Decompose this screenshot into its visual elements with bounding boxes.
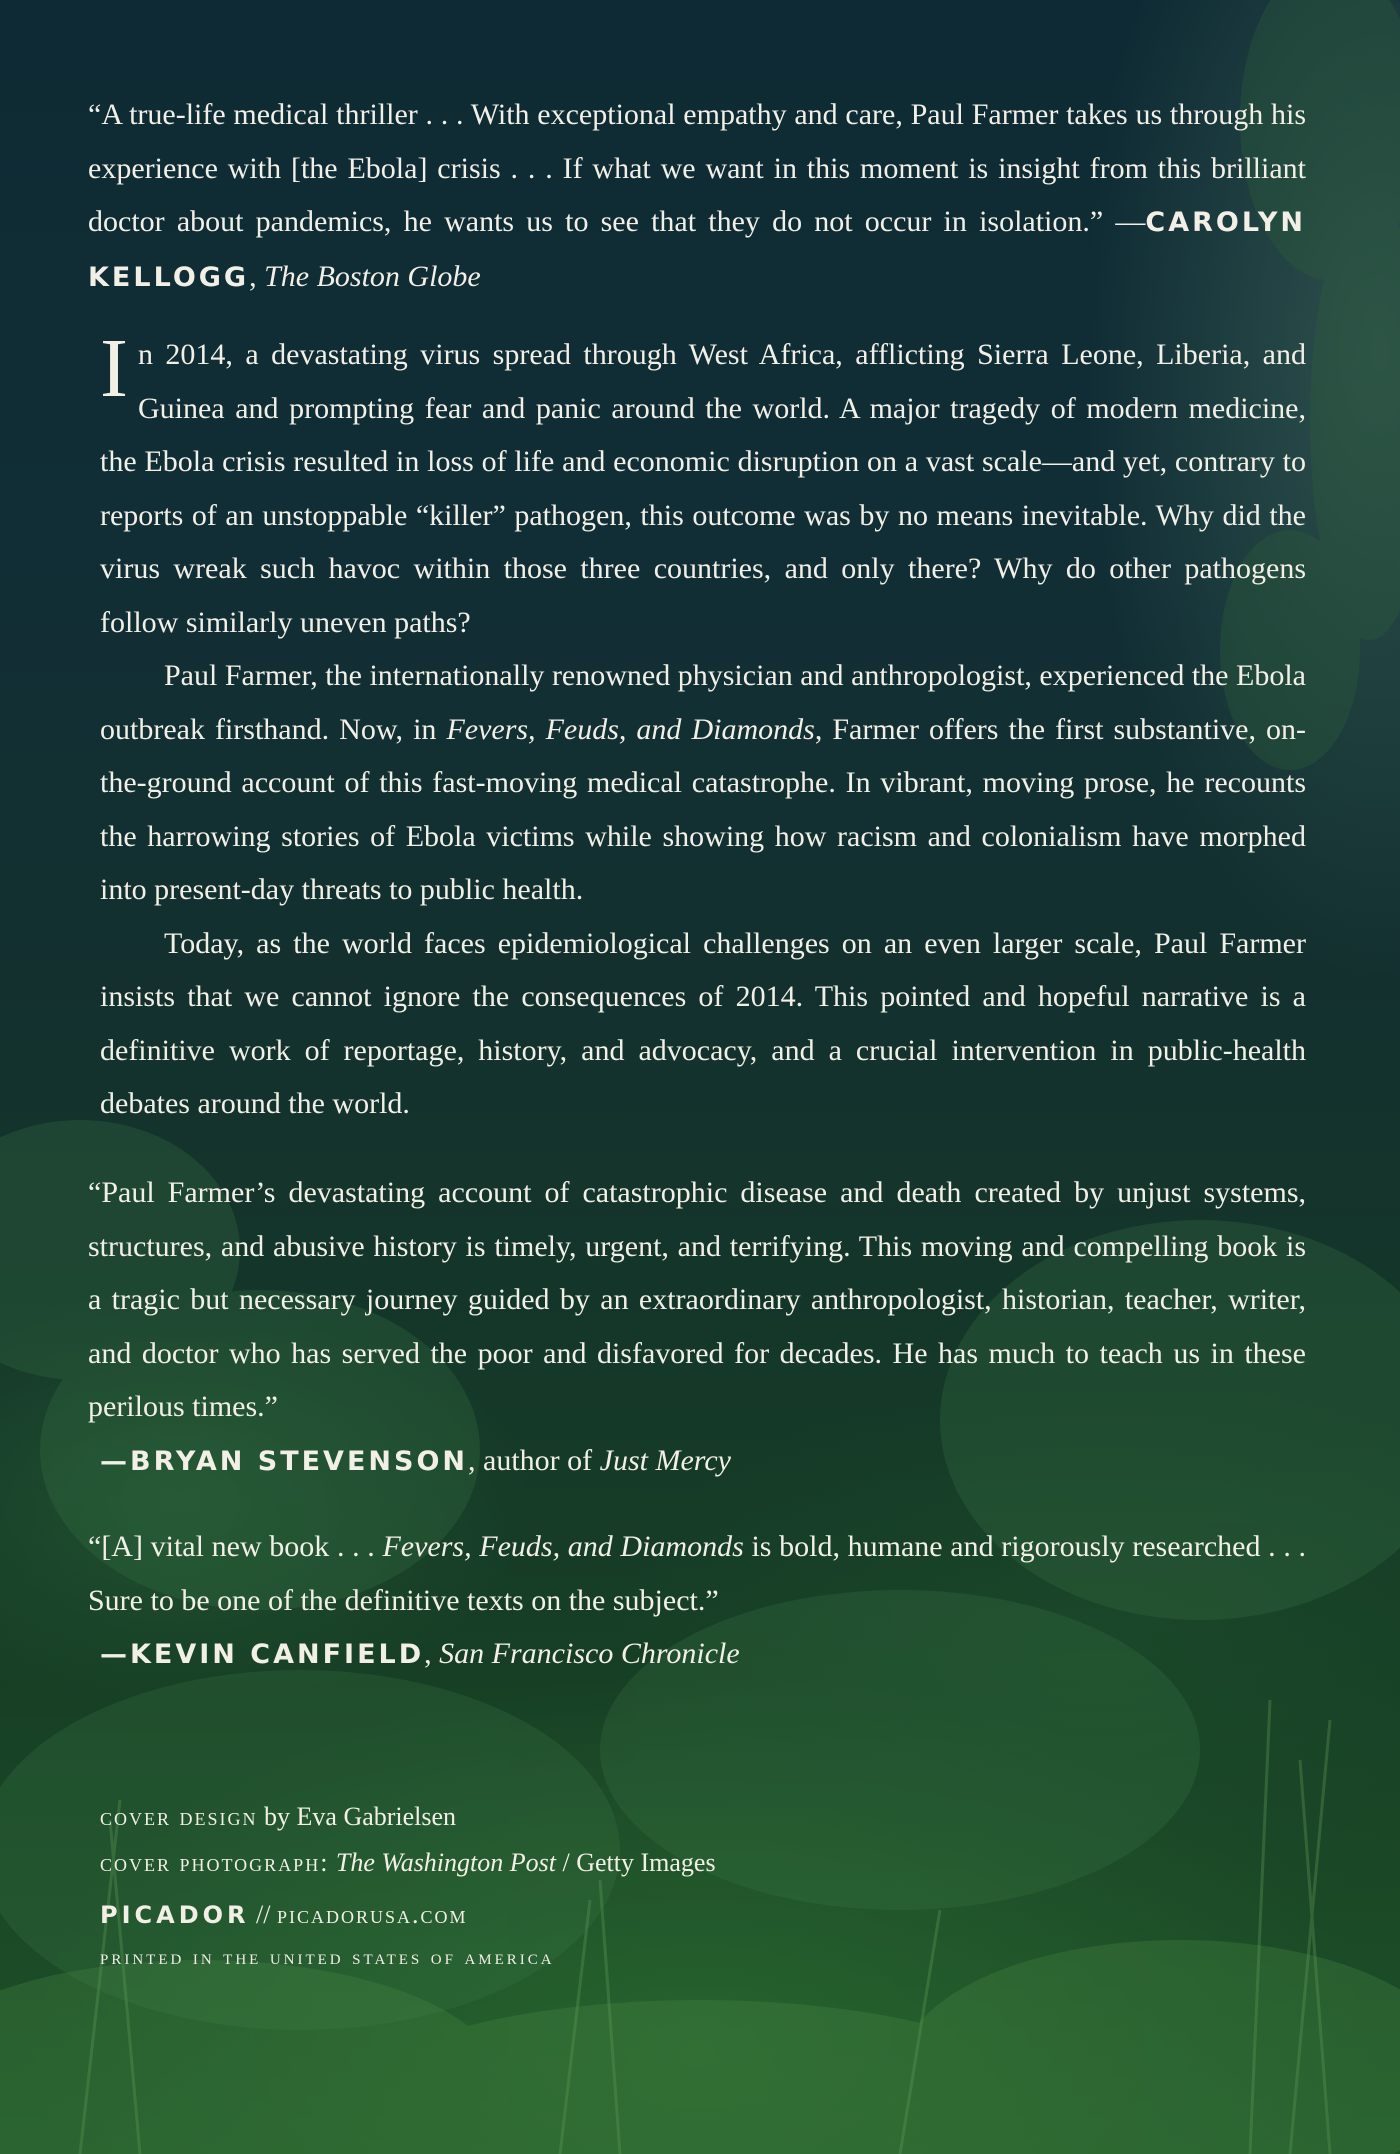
publisher-line: PICADOR // picadorusa.com — [100, 1900, 468, 1929]
drop-cap: I — [100, 322, 128, 415]
quote-attribution: —KEVIN CANFIELD, San Francisco Chronicle — [100, 1637, 740, 1670]
reviewer-name: BRYAN STEVENSON — [130, 1445, 468, 1477]
book-description — [100, 322, 1306, 1131]
quote-text: “Paul Farmer’s devastating account of catastrophic disease and death created by unjust systems, structures, and abusive history is timely, urgent, and terrifying. This moving and compelling book is a tragic but necessary journey guided by an extraordinary anthropologist, historian, teacher, writer, and doctor who has served the poor and disfavored for decades. He has much to teach us in these perilous times.” — [88, 1176, 1306, 1423]
quote-text: “[A] vital new book . . . Fevers, Feuds, and Diamonds is bold, humane and rigorously researched . . . Sure to be one of the definitive texts on the subject.” — [88, 1530, 1306, 1617]
printed-in-line: printed in the united states of america — [100, 1944, 555, 1969]
book-title: Fevers, Feuds, and Diamonds — [446, 712, 815, 746]
description-paragraph-3: Today, as the world faces epidemiological challenges on an even larger scale, Paul Farmer insists that we cannot ignore the consequences of 2014. This pointed and hopeful narrative is a definitive work of reportage, history, and advocacy, and a crucial intervention in public-health debates around the world. — [100, 926, 1306, 1120]
cover-design-credit: cover design by Eva Gabrielsen — [100, 1802, 457, 1831]
publisher-website: picadorusa.com — [276, 1900, 468, 1929]
review-quote-canfield — [88, 1520, 1306, 1682]
reviewer-source: The Boston Globe — [264, 259, 481, 293]
quote-attribution: —BRYAN STEVENSON, author of Just Mercy — [100, 1443, 731, 1477]
description-paragraph-2: Paul Farmer, the internationally renowned physician and anthropologist, experienced the Ebola outbreak firsthand. Now, in Fevers, Feuds, and Diamonds, Farmer offers the first substantive, on-the-ground account of this fast-moving medical catastrophe. In vibrant, moving prose, he recounts the harrowing stories of Ebola victims while showing how racism and colonialism have morphed into present-day threats to public health. — [100, 659, 1306, 906]
reviewer-source: Just Mercy — [599, 1443, 731, 1477]
review-quote-kellogg: “A true-life medical thriller . . . With exceptional empathy and care, Paul Farmer takes us through his experience with [the Ebola] crisis . . . If what we want in this moment is insight from this brilliant doctor about pandemics, he wants us to see that they do not occur in isolation.” —CAROLYN KELLOGG, The Boston Globe — [88, 98, 1307, 293]
reviewer-name: CAROLYN KELLOGG — [88, 207, 1307, 293]
publisher-name: PICADOR — [100, 1901, 250, 1929]
review-quote-stevenson — [88, 1166, 1306, 1488]
cover-credits — [100, 1794, 1000, 1975]
cover-photo-credit: cover photograph: The Washington Post / Getty Images — [100, 1848, 716, 1877]
quote-text: “A true-life medical thriller . . . With exceptional empathy and care, Paul Farmer takes us through his experience with [the Ebola] crisis . . . If what we want in this moment is insight from this brilliant doctor about pandemics, he wants us to see that they do not occur in isolation.” — [88, 98, 1306, 238]
description-paragraph-1: In 2014, a devastating virus spread through West Africa, afflicting Sierra Leone, Liberia, and Guinea and prompting fear and panic around the world. A major tragedy of modern medicine, the Ebola crisis resulted in loss of life and economic disruption on a vast scale—and yet, contrary to reports of an unstoppable “killer” pathogen, this outcome was by no means inevitable. Why did the virus wreak such havoc within those three countries, and only there? Why do other pathogens follow similarly uneven paths? — [100, 322, 1306, 639]
reviewer-name: KEVIN CANFIELD — [130, 1639, 425, 1670]
reviewer-source: San Francisco Chronicle — [439, 1637, 740, 1670]
